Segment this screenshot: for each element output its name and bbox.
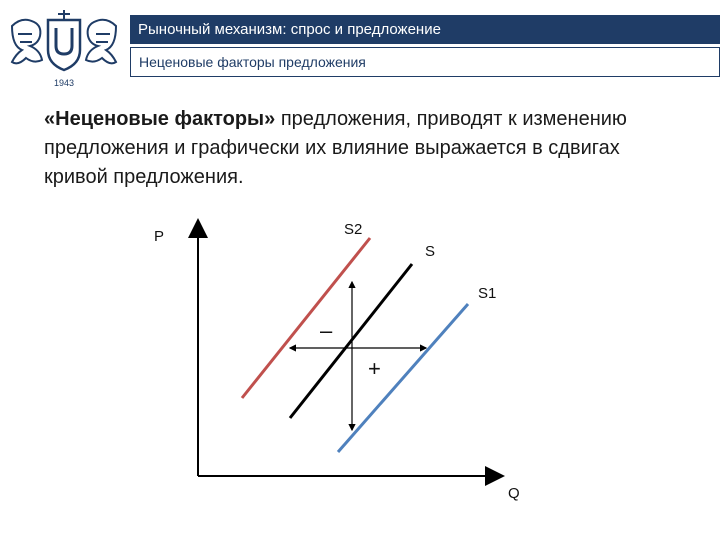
curve-s (290, 264, 412, 418)
x-axis-label: Q (508, 485, 520, 502)
body-text-bold: «Неценовые факторы» (44, 108, 276, 130)
logo-year: 1943 (53, 78, 75, 88)
university-logo (6, 6, 122, 90)
body-paragraph (44, 105, 664, 192)
label-s2: S2 (344, 221, 363, 238)
minus-sign: – (320, 318, 333, 343)
plus-sign: + (368, 356, 381, 381)
supply-shift-diagram (0, 200, 720, 540)
curve-s1 (338, 304, 468, 452)
label-s1: S1 (478, 285, 497, 302)
label-s: S (425, 243, 436, 260)
slide-title: Рыночный механизм: спрос и предложение (130, 15, 720, 44)
curve-s2 (242, 238, 370, 398)
slide-subtitle: Неценовые факторы предложения (130, 47, 720, 77)
body-text-rest: предложения, приводят к изменению предложения и графически их влияние выражается в сдвигах кривой предложения. (44, 108, 627, 188)
y-axis-label: P (154, 228, 165, 245)
